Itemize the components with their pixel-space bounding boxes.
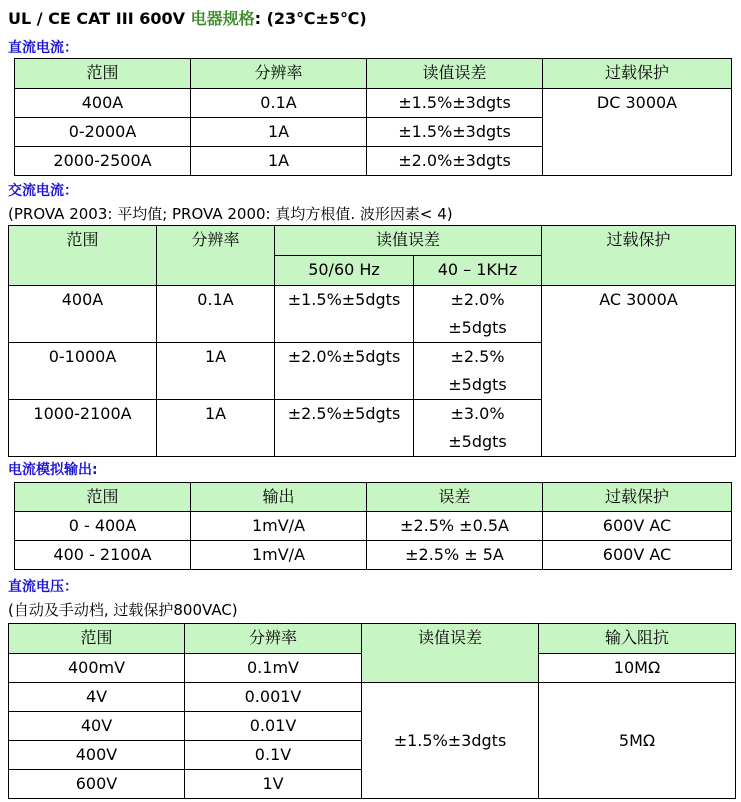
header-error: 误差 xyxy=(367,483,543,512)
subheader-50-60hz: 50/60 Hz xyxy=(275,256,414,286)
header-output: 输出 xyxy=(191,483,367,512)
header-range: 范围 xyxy=(9,226,157,286)
cell-resolution: 0.1A xyxy=(191,89,367,118)
header-protection: 过载保护 xyxy=(543,59,732,89)
table-header-row xyxy=(15,483,732,512)
table-header-row xyxy=(15,59,732,89)
cell-range: 400A xyxy=(9,286,157,343)
cell-impedance: 10MΩ xyxy=(539,654,736,683)
cell-range: 0-2000A xyxy=(15,118,191,147)
cell-error: ±2.5% ±0.5A xyxy=(367,512,543,541)
cell-accuracy: ±2.0%±3dgts xyxy=(367,147,543,176)
ac-current-table xyxy=(8,225,736,457)
cell-resolution: 0.1V xyxy=(185,741,362,770)
ac-current-heading: 交流电流： xyxy=(8,183,78,199)
cell-error: ±2.5% ± 5A xyxy=(367,541,543,570)
cell-resolution: 0.001V xyxy=(185,683,362,712)
cell-accuracy: ±1.5%±3dgts xyxy=(367,118,543,147)
accuracy-percent: ±2.0% xyxy=(450,290,505,309)
cell-range: 400V xyxy=(9,741,185,770)
cell-range: 0-1000A xyxy=(9,343,157,400)
dc-voltage-heading: 直流电压： xyxy=(8,579,78,595)
cell-accuracy: ±1.5%±3dgts xyxy=(367,89,543,118)
table-header-row xyxy=(9,624,736,654)
header-accuracy: 读值误差 xyxy=(367,59,543,89)
header-impedance: 输入阻抗 xyxy=(539,624,736,654)
header-resolution: 分辨率 xyxy=(191,59,367,89)
analog-output-table xyxy=(14,482,732,570)
table-header-row xyxy=(9,226,736,256)
cell-range: 400mV xyxy=(9,654,185,683)
cell-accuracy: ±1.5%±3dgts xyxy=(362,683,539,799)
page-title xyxy=(8,6,367,29)
cell-range: 0 - 400A xyxy=(15,512,191,541)
accuracy-digits: ±5dgts xyxy=(448,375,507,394)
subheader-40-1khz: 40 – 1KHz xyxy=(414,256,542,286)
cell-range: 4V xyxy=(9,683,185,712)
cell-range: 2000-2500A xyxy=(15,147,191,176)
header-range: 范围 xyxy=(15,483,191,512)
table-row xyxy=(9,683,736,712)
dc-current-table xyxy=(14,58,732,176)
accuracy-digits: ±5dgts xyxy=(448,432,507,451)
cell-protection: 600V AC xyxy=(543,512,732,541)
cell-resolution: 0.1mV xyxy=(185,654,362,683)
ac-current-note: (PROVA 2003: 平均值; PROVA 2000: 真均方根值. 波形因素< 4) xyxy=(8,205,453,223)
cell-range: 1000-2100A xyxy=(9,400,157,457)
cell-resolution: 1A xyxy=(191,147,367,176)
header-protection: 过载保护 xyxy=(542,226,736,286)
accuracy-percent: ±2.5% xyxy=(450,347,505,366)
cell-resolution: 0.1A xyxy=(157,286,275,343)
cell-accuracy-50-60: ±1.5%±5dgts xyxy=(275,286,414,343)
header-range: 范围 xyxy=(9,624,185,654)
cell-impedance: 5MΩ xyxy=(539,683,736,799)
cell-resolution: 1A xyxy=(157,400,275,457)
cell-accuracy-1khz xyxy=(414,400,542,457)
cell-accuracy-50-60: ±2.5%±5dgts xyxy=(275,400,414,457)
cell-range: 400 - 2100A xyxy=(15,541,191,570)
cell-resolution: 1V xyxy=(185,770,362,799)
accuracy-percent: ±3.0% xyxy=(450,404,505,423)
dc-voltage-table xyxy=(8,623,736,799)
cell-output: 1mV/A xyxy=(191,512,367,541)
cell-output: 1mV/A xyxy=(191,541,367,570)
cell-resolution: 1A xyxy=(191,118,367,147)
title-condition: : (23℃±5℃) xyxy=(254,9,367,28)
cell-range: 40V xyxy=(9,712,185,741)
header-accuracy: 读值误差 xyxy=(362,624,539,683)
cell-range: 600V xyxy=(9,770,185,799)
cell-range: 400A xyxy=(15,89,191,118)
header-protection: 过载保护 xyxy=(543,483,732,512)
dc-current-heading: 直流电流： xyxy=(8,40,78,56)
table-row xyxy=(15,512,732,541)
table-row xyxy=(9,286,736,343)
header-range: 范围 xyxy=(15,59,191,89)
cell-protection: DC 3000A xyxy=(543,89,732,176)
analog-output-heading: 电流模拟输出: xyxy=(8,462,98,478)
cell-accuracy-1khz xyxy=(414,343,542,400)
cell-accuracy-50-60: ±2.0%±5dgts xyxy=(275,343,414,400)
cell-protection: AC 3000A xyxy=(542,286,736,457)
accuracy-digits: ±5dgts xyxy=(448,318,507,337)
cell-protection: 600V AC xyxy=(543,541,732,570)
table-row xyxy=(15,89,732,118)
cell-resolution: 1A xyxy=(157,343,275,400)
cell-resolution: 0.01V xyxy=(185,712,362,741)
header-resolution: 分辨率 xyxy=(157,226,275,286)
table-row xyxy=(15,541,732,570)
title-main: UL / CE CAT III 600V xyxy=(8,9,185,28)
header-resolution: 分辨率 xyxy=(185,624,362,654)
title-spec: 电器规格 xyxy=(190,9,255,28)
dc-voltage-note: (自动及手动档, 过载保护800VAC) xyxy=(8,601,238,619)
header-accuracy: 读值误差 xyxy=(275,226,542,256)
cell-accuracy-1khz xyxy=(414,286,542,343)
